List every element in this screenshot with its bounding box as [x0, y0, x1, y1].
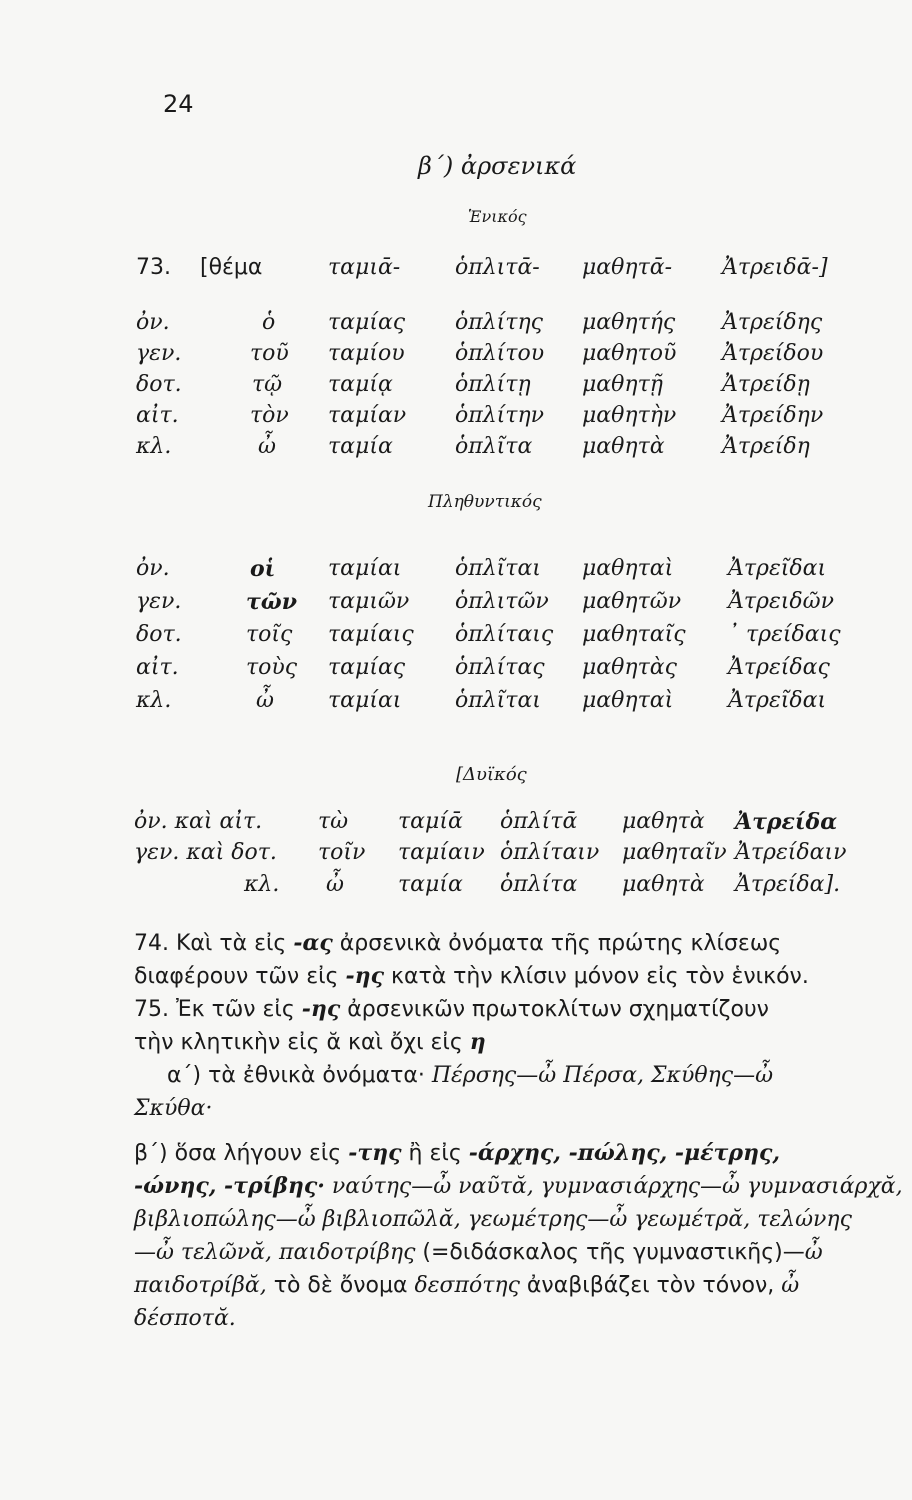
form-atreides: Ἀτρειδῶν [728, 589, 834, 614]
case-label: δοτ. [136, 372, 182, 397]
theme-matheta: μαθητᾱ- [582, 255, 673, 280]
suffix-list-cont: -ώνης, -τρίβης· [134, 1173, 325, 1199]
form-oplites: ὁπλίτῃ [455, 372, 531, 397]
form-atreides: ᾿ τρείδαις [728, 622, 841, 647]
form-atreides: Ἀτρείδα [735, 809, 838, 835]
form-mathetes: μαθηταὶ [582, 688, 674, 713]
para74-lead: 74. Καὶ τὰ εἰς [134, 931, 294, 956]
beta-example5: δέσποτᾰ. [134, 1306, 236, 1331]
form-tamias: ταμίαν [328, 403, 407, 428]
form-mathetes: μαθητὰ [622, 809, 705, 834]
paragraph-number: 73. [136, 255, 171, 280]
case-label: κλ. [136, 434, 172, 459]
case-label: ὀν. [136, 556, 170, 581]
case-label: ὀν. καὶ αἰτ. [134, 809, 263, 834]
form-tamias: ταμίας [328, 655, 406, 680]
suffix-as: -ας [293, 930, 333, 956]
article: ὦ [258, 434, 276, 459]
table-row [0, 589, 912, 621]
table-row [0, 341, 912, 373]
form-mathetes: μαθηταῖν [622, 840, 727, 865]
table-row [0, 434, 912, 466]
table-row [0, 872, 912, 904]
para75-text1: ἀρσενικῶν πρωτοκλίτων σχηματίζουν [340, 997, 769, 1022]
form-atreides: Ἀτρείδαιν [735, 840, 847, 865]
beta-gloss: (=διδάσκαλος τῆς γυμναστικῆς)— [415, 1240, 805, 1265]
form-mathetes: μαθητὰς [582, 655, 677, 680]
form-mathetes: μαθητῇ [582, 372, 663, 397]
paragraph-74 [134, 927, 876, 993]
form-tamias: ταμίου [328, 341, 405, 366]
para75-beta-line2 [134, 1170, 903, 1203]
beta-text: ἢ εἰς [401, 1141, 469, 1166]
table-row [0, 622, 912, 654]
para75-beta-line5 [134, 1269, 876, 1302]
para75-alpha-cont [134, 1092, 876, 1125]
article: τοῦ [250, 341, 289, 366]
plural-heading: Πληθυντικός [428, 492, 542, 512]
beta-example2: βιβλιοπώλης—ὦ βιβλιοπῶλᾰ, γεωμέτρης—ὦ γεωμέτρᾰ, τελώνης [134, 1207, 852, 1232]
theme-oplita: ὁπλιτᾱ- [455, 255, 540, 280]
form-oplites: ὁπλῖτα [455, 434, 533, 459]
form-tamias: ταμίαις [328, 622, 414, 647]
article: τῶν [246, 589, 298, 615]
article: τοὺς [246, 655, 298, 680]
article: τοῖν [318, 840, 366, 865]
form-tamias: ταμιῶν [328, 589, 410, 614]
form-mathetes: μαθητής [582, 310, 676, 335]
section-title: β΄) ἀρσενικά [418, 152, 577, 180]
suffix-es: -ης [301, 996, 341, 1022]
theme-row [0, 255, 912, 287]
form-mathetes: μαθηταὶ [582, 556, 674, 581]
theme-tamia: ταμιᾱ- [328, 255, 401, 280]
para75-beta-line3 [134, 1203, 876, 1236]
para75-line2 [134, 1026, 876, 1059]
alpha-lead: α΄) τὰ ἐθνικὰ ὀνόματα· [167, 1063, 432, 1088]
case-label: κλ. [136, 688, 172, 713]
form-tamias: ταμία [328, 434, 393, 459]
form-atreides: Ἀτρείδη [722, 434, 810, 459]
case-label: γεν. καὶ δοτ. [134, 840, 277, 865]
form-atreides: Ἀτρεῖδαι [728, 688, 827, 713]
form-mathetes: μαθηταῖς [582, 622, 686, 647]
article: οἱ [250, 556, 276, 582]
para75-line2a: τὴν κλητικὴν εἰς ᾰ καὶ ὄχι εἰς [134, 1030, 470, 1055]
case-label: αἰτ. [136, 655, 179, 680]
suffix-tes: -της [348, 1140, 402, 1166]
form-atreides: Ἀτρείδου [722, 341, 824, 366]
form-tamias: ταμίᾱ [398, 809, 463, 834]
form-oplites: ὁπλίτης [455, 310, 543, 335]
beta-vocative2: ὦ [781, 1273, 800, 1298]
table-row [0, 310, 912, 342]
table-row [0, 655, 912, 687]
para74-line1 [134, 927, 876, 960]
para74-line2a: διαφέρουν τῶν εἰς [134, 964, 346, 989]
article: τὸν [250, 403, 289, 428]
beta-example4: παιδοτρίβᾰ, [134, 1273, 267, 1298]
case-label: γεν. [136, 589, 182, 614]
form-tamias: ταμίᾳ [328, 372, 393, 397]
form-atreides: Ἀτρείδῃ [722, 372, 810, 397]
form-oplites: ὁπλῖται [455, 688, 541, 713]
alpha-example-cont: Σκύθα· [134, 1096, 213, 1121]
beta-example3: —ὦ τελῶνᾰ, παιδοτρίβης [134, 1240, 416, 1265]
form-atreides: Ἀτρείδην [722, 403, 824, 428]
beta-despotes: δεσπότης [414, 1273, 520, 1298]
para75-beta-line4 [134, 1236, 876, 1269]
form-mathetes: μαθητὰ [582, 434, 665, 459]
paragraph-75 [134, 993, 903, 1335]
form-tamias: ταμίαι [328, 556, 402, 581]
table-row [0, 688, 912, 720]
ending-eta: η [469, 1029, 486, 1055]
beta-text3: ἀναβιβάζει τὸν τόνον, [519, 1273, 782, 1298]
article: τῷ [252, 372, 283, 397]
dual-heading: [Δυϊκός [456, 764, 527, 785]
case-label: κλ. [244, 872, 280, 897]
para75-lead: 75. Ἐκ τῶν εἰς [134, 997, 302, 1022]
para74-text1: ἀρσενικὰ ὀνόματα τῆς πρώτης κλίσεως [332, 931, 782, 956]
case-label: γεν. [136, 341, 182, 366]
form-tamias: ταμίαι [328, 688, 402, 713]
suffix-es: -ης [345, 963, 384, 989]
article: ὁ [262, 310, 276, 335]
form-oplites: ὁπλίταιν [500, 840, 600, 865]
form-oplites: ὁπλίτα [500, 872, 578, 897]
table-row [0, 840, 912, 872]
para75-beta [134, 1125, 876, 1170]
para74-line2b: κατὰ τὴν κλίσιν μόνον εἰς τὸν ἑνικόν. [383, 964, 809, 989]
table-row [0, 372, 912, 404]
form-mathetes: μαθητὰ [622, 872, 705, 897]
para75-beta-line6 [134, 1302, 876, 1335]
case-label: δοτ. [136, 622, 182, 647]
article: ὦ [326, 872, 344, 897]
form-oplites: ὁπλίτην [455, 403, 544, 428]
form-oplites: ὁπλῖται [455, 556, 541, 581]
form-atreides: Ἀτρείδα]. [735, 872, 841, 897]
table-row [0, 809, 912, 841]
beta-vocative: ὦ [804, 1240, 823, 1265]
article: ὦ [256, 688, 274, 713]
form-oplites: ὁπλίτᾱ [500, 809, 578, 834]
form-oplites: ὁπλιτῶν [455, 589, 549, 614]
form-tamias: ταμίαιν [398, 840, 485, 865]
page-number: 24 [163, 90, 194, 118]
beta-lead: β΄) ὅσα λήγουν εἰς [134, 1141, 349, 1166]
form-atreides: Ἀτρείδας [728, 655, 830, 680]
case-label: ὀν. [136, 310, 170, 335]
table-row [0, 556, 912, 588]
form-atreides: Ἀτρείδης [722, 310, 823, 335]
form-oplites: ὁπλίτας [455, 655, 545, 680]
article: τὼ [318, 809, 349, 834]
para75-line1 [134, 993, 876, 1026]
suffix-list: -άρχης, -πώλης, -μέτρης, [468, 1140, 780, 1166]
theme-atreida: Ἀτρειδᾱ-] [722, 255, 828, 280]
form-mathetes: μαθητῶν [582, 589, 682, 614]
form-mathetes: μαθητὴν [582, 403, 677, 428]
form-tamias: ταμίας [328, 310, 406, 335]
form-oplites: ὁπλίτου [455, 341, 545, 366]
form-mathetes: μαθητοῦ [582, 341, 677, 366]
article: τοῖς [246, 622, 293, 647]
form-atreides: Ἀτρεῖδαι [728, 556, 827, 581]
theme-label: [θέμα [200, 255, 263, 280]
para75-alpha [134, 1059, 876, 1092]
singular-heading: Ἑνικός [468, 207, 527, 226]
form-oplites: ὁπλίταις [455, 622, 554, 647]
para74-line2 [134, 960, 876, 993]
case-label: αἰτ. [136, 403, 179, 428]
beta-example1: ναύτης—ὦ ναῦτᾰ, γυμνασιάρχης—ὦ γυμνασιάρχᾰ, [324, 1174, 903, 1199]
alpha-example: Πέρσης—ὦ Πέρσα, Σκύθης—ὦ [431, 1063, 774, 1088]
table-row [0, 403, 912, 435]
beta-text2: τὸ δὲ ὄνομα [266, 1273, 415, 1298]
form-tamias: ταμία [398, 872, 463, 897]
